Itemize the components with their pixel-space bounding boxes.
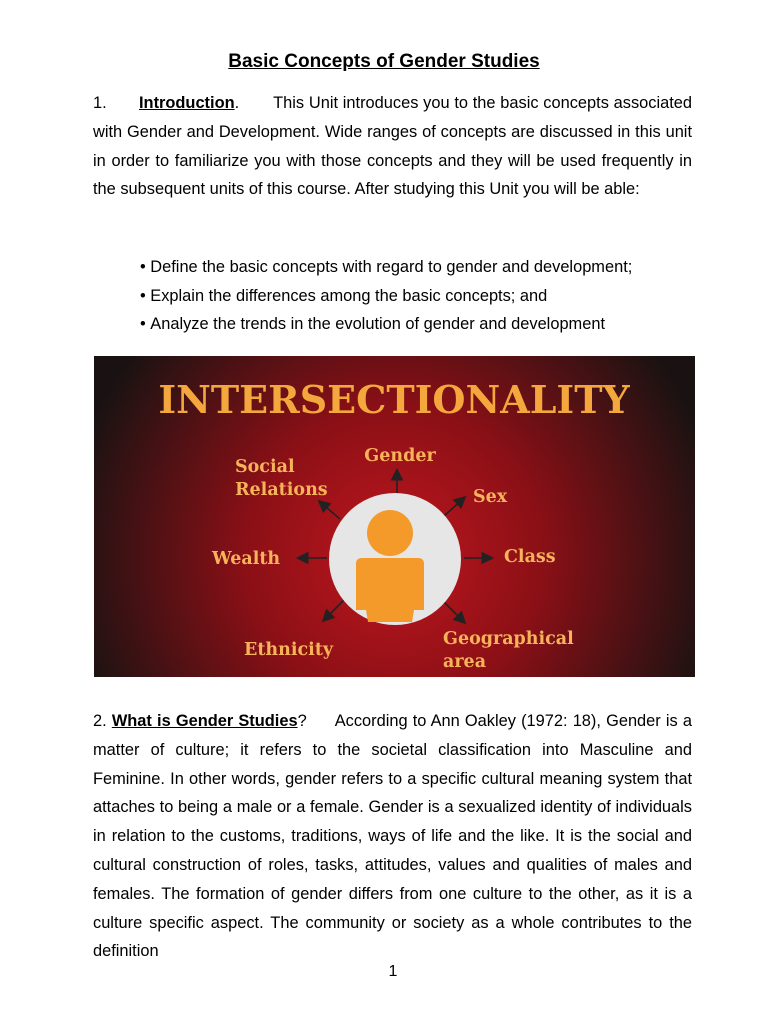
label-class: Class	[504, 547, 556, 567]
list-item: • Analyze the trends in the evolution of gender and development	[140, 310, 700, 339]
section2-heading: What is Gender Studies	[111, 712, 298, 730]
label-social-relations: Social	[235, 457, 295, 477]
label-wealth: Wealth	[212, 549, 281, 569]
section-number: 2.	[93, 712, 107, 730]
label-sex: Sex	[473, 487, 508, 507]
intersectionality-diagram	[94, 356, 695, 677]
heading-punctuation: ?	[297, 712, 307, 730]
section2-text: According to Ann Oakley (1972: 18), Gender is a matter of culture; it refers to the societal classification into Masculine and Feminine. In other words, gender refers to a specific cultural meaning system that attaches to being a male or a female. Gender is a sexualized identity of individuals in relation to the customs, traditions, ways of life and the like. It is the social and cultural construction of roles, tasks, attitudes, values and qualities of males and females. The formation of gender differs from one culture to the other, as it is a culture specific aspect. The community or society as a whole contributes to the definition	[93, 712, 692, 961]
section-number: 1.	[93, 94, 107, 112]
label-social-relations: Relations	[235, 480, 328, 500]
list-item: • Define the basic concepts with regard to gender and development;	[140, 253, 700, 282]
intro-paragraph	[93, 89, 692, 204]
page-number: 1	[388, 963, 398, 980]
intro-text: This Unit introduces you to the basic concepts associated with Gender and Development. Wide ranges of concepts are discussed in this unit in order to familiarize you with those concepts and they will be used frequently in the subsequent units of this course. After studying this Unit you will be able:	[93, 94, 692, 199]
objectives-list	[140, 253, 700, 339]
label-gender: Gender	[364, 446, 436, 466]
label-geographical-area: area	[443, 652, 487, 672]
list-item: • Explain the differences among the basic concepts; and	[140, 282, 700, 311]
intersectionality-figure	[94, 356, 695, 677]
figure-title: INTERSECTIONALITY	[158, 377, 630, 422]
label-geographical-area: Geographical	[443, 629, 574, 649]
heading-punctuation: .	[234, 94, 240, 112]
section2-paragraph	[93, 707, 692, 966]
intro-heading: Introduction	[139, 94, 235, 112]
page-title: Basic Concepts of Gender Studies	[228, 51, 540, 72]
label-ethnicity: Ethnicity	[244, 640, 334, 660]
